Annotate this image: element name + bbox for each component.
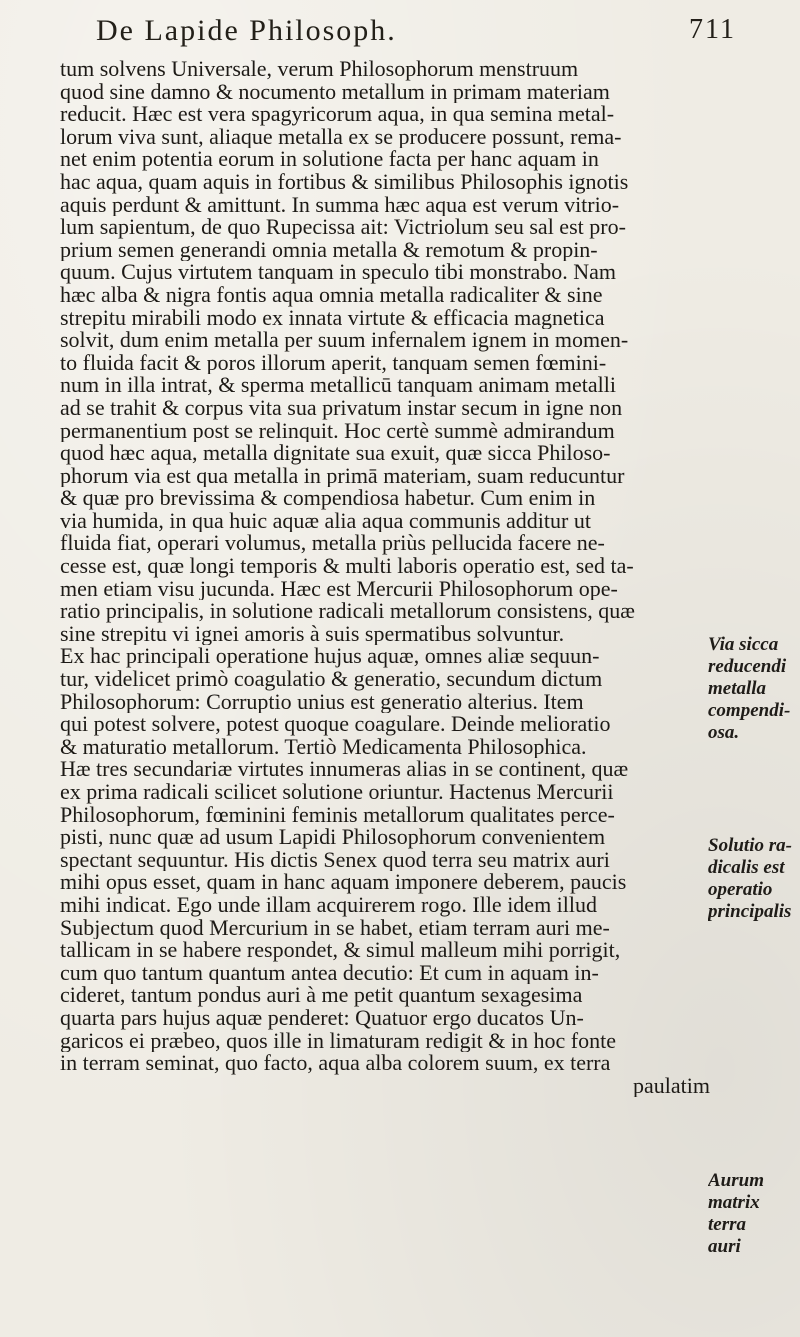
text-line: Ex hac principali operatione hujus aquæ, omnes aliæ sequun- <box>60 645 600 669</box>
text-line: aquis perdunt & amittunt. In summa hæc aqua est verum vitrio- <box>60 193 620 217</box>
text-line: & quæ pro brevissima & compendiosa habetur. Cum enim in <box>60 487 596 510</box>
body-text <box>60 58 710 1097</box>
running-head <box>96 14 736 54</box>
text-line: num in illa intrat, & sperma metallicū tanquam animam metalli <box>60 374 616 397</box>
running-title: De Lapide Philosoph. <box>96 14 397 47</box>
margin-note-line: Via sicca <box>708 634 779 655</box>
text-line: ex prima radicali scilicet solutione oriuntur. Hactenus Mercurii <box>60 781 614 804</box>
text-line: phorum via est qua metalla in primā materiam, suam reducuntur <box>60 464 625 488</box>
text-line: spectant sequuntur. His dictis Senex quod terra seu matrix auri <box>60 848 610 872</box>
text-line: Philosophorum: Corruptio unius est generatio alterius. Item <box>60 690 584 714</box>
text-line: in terram seminat, quo facto, aqua alba colorem suum, ex terra <box>60 1052 611 1075</box>
margin-note-line: operatio <box>708 879 773 900</box>
text-line: Subjectum quod Mercurium in se habet, etiam terram auri me- <box>60 916 610 940</box>
text-line: via humida, in qua huic aquæ alia aqua communis additur ut <box>60 509 591 533</box>
margin-note-line: metalla <box>708 678 767 699</box>
margin-note-line: osa. <box>708 722 740 743</box>
text-line: fluida fiat, operari volumus, metalla priùs pellucida facere ne- <box>60 532 605 556</box>
text-line: mihi opus esset, quam in hanc aquam imponere deberem, paucis <box>60 871 627 894</box>
text-line: permanentium post se relinquit. Hoc certè summè admirandum <box>60 419 615 443</box>
text-line: qui potest solvere, potest quoque coagulare. Deinde melioratio <box>60 713 611 736</box>
text-line: strepitu mirabili modo ex innata virtute & efficacia magnetica <box>60 306 605 330</box>
text-line: hac aqua, quam aquis in fortibus & similibus Philosophis ignotis <box>60 170 629 194</box>
text-line catchword: paulatim <box>633 1074 710 1098</box>
margin-note-line: dicalis est <box>708 857 785 878</box>
text-line: prium semen generandi omnia metalla & remotum & propin- <box>60 238 598 262</box>
text-line: ratio principalis, in solutione radicali metallorum consistens, quæ <box>60 600 635 623</box>
margin-note <box>708 634 798 744</box>
text-line: reducit. Hæc est vera spagyricorum aqua, in qua semina metal- <box>60 103 615 126</box>
text-line: mihi indicat. Ego unde illam acquirerem rogo. Ille idem illud <box>60 893 598 917</box>
text-line: hæc alba & nigra fontis aqua omnia metalla radicaliter & sine <box>60 283 603 307</box>
margin-note-line: compendi- <box>708 700 791 721</box>
text-line: to fluida facit & poros illorum aperit, tanquam semen fœmini- <box>60 351 607 375</box>
text-line: lum sapientum, de quo Rupecissa ait: Victriolum seu sal est pro- <box>60 216 626 239</box>
text-line: net enim potentia eorum in solutione facta per hanc aquam in <box>60 148 599 171</box>
text-line: ad se trahit & corpus vita sua privatum instar secum in igne non <box>60 396 623 420</box>
margin-note-line: terra <box>708 1214 746 1235</box>
page-number: 711 <box>689 14 736 45</box>
margin-note-line: reducendi <box>708 656 787 677</box>
text-line: solvit, dum enim metalla per suum infernalem ignem in momen- <box>60 329 629 352</box>
margin-note-line: auri <box>708 1236 741 1257</box>
margin-note <box>708 1170 798 1258</box>
text-line: tallicam in se habere respondet, & simul malleum mihi porrigit, <box>60 939 621 962</box>
margin-note-line: Solutio ra- <box>708 835 792 856</box>
text-line: cideret, tantum pondus auri à me petit quantum sexagesima <box>60 984 583 1007</box>
text-line: pisti, nunc quæ ad usum Lapidi Philosophorum convenientem <box>60 826 606 849</box>
text-line: tur, videlicet primò coagulatio & generatio, secundum dictum <box>60 668 603 691</box>
margin-note <box>708 835 798 923</box>
text-line: Hæ tres secundariæ virtutes innumeras alias in se continent, quæ <box>60 758 629 781</box>
text-line: quarta pars hujus aquæ penderet: Quatuor ergo ducatos Un- <box>60 1006 584 1030</box>
margin-note-line: matrix <box>708 1192 760 1213</box>
text-line: Philosophorum, fœminini feminis metallorum qualitates perce- <box>60 803 615 827</box>
text-line: lorum viva sunt, aliaque metalla ex se producere possunt, rema- <box>60 125 622 149</box>
text-line: cesse est, quæ longi temporis & multi laboris operatio est, sed ta- <box>60 555 634 578</box>
text-line: tum solvens Universale, verum Philosophorum menstruum <box>60 58 579 81</box>
text-line: & maturatio metallorum. Tertiò Medicamenta Philosophica. <box>60 735 587 759</box>
margin-note-line: principalis <box>708 901 792 922</box>
text-line: sine strepitu vi ignei amoris à suis spermatibus solvuntur. <box>60 622 565 646</box>
text-line: men etiam visu jucunda. Hæc est Mercurii Philosophorum ope- <box>60 577 618 601</box>
margin-note-line: Aurum <box>708 1170 764 1191</box>
text-line: cum quo tantum quantum antea decutio: Et cum in aquam in- <box>60 961 599 985</box>
text-line: quod hæc aqua, metalla dignitate sua exuit, quæ sicca Philoso- <box>60 442 611 465</box>
text-line: garicos ei præbeo, quos ille in limaturam redigit & in hoc fonte <box>60 1029 616 1053</box>
text-line: quum. Cujus virtutem tanquam in speculo tibi monstrabo. Nam <box>60 261 617 284</box>
text-line: quod sine damno & nocumento metallum in primam materiam <box>60 80 610 104</box>
